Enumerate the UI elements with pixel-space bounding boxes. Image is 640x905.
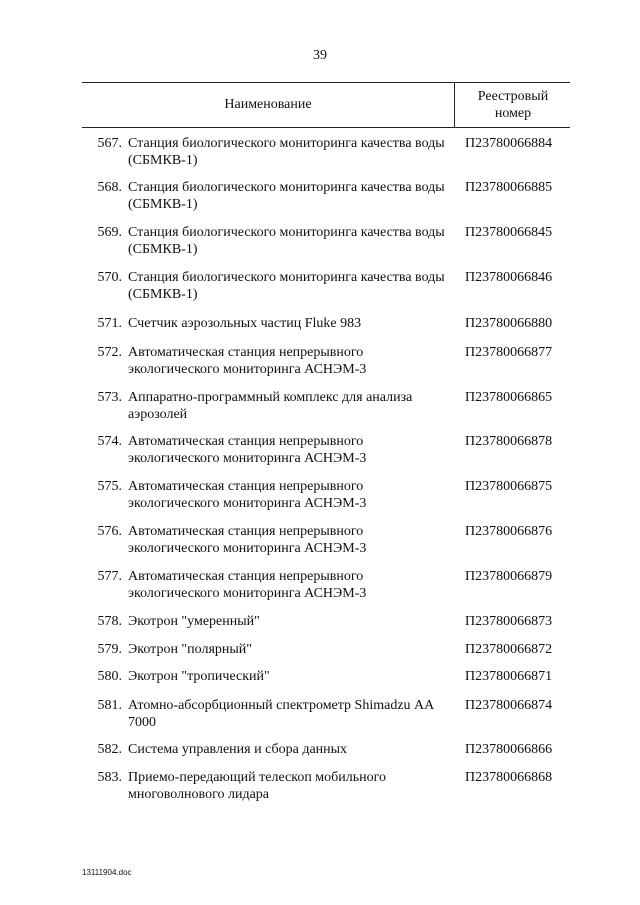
row-registry-number: П23780066879: [465, 569, 553, 584]
row-registry-number: П23780066877: [465, 345, 553, 360]
table-row: [82, 315, 570, 332]
footer-filename: 13111904.doc: [82, 868, 132, 877]
row-name: Автоматическая станция непрерывного экологического мониторинга АСНЭМ-3: [128, 479, 367, 511]
row-registry-number: П23780066846: [465, 270, 553, 285]
row-name: Станция биологического мониторинга качества воды (СБМКВ-1): [128, 136, 445, 168]
table-row: [82, 433, 570, 467]
table-row: [82, 135, 570, 169]
row-registry-number: П23780066866: [465, 742, 553, 757]
row-registry-number: П23780066885: [465, 180, 553, 195]
row-name: Станция биологического мониторинга качества воды (СБМКВ-1): [128, 270, 445, 302]
row-registry-number: П23780066872: [465, 642, 553, 657]
page-number: 39: [313, 48, 327, 63]
header-registry-line1: Реестровый: [477, 89, 549, 104]
table-row: [82, 523, 570, 557]
header-name-column: Наименование: [224, 97, 312, 112]
row-name: Станция биологического мониторинга качества воды (СБМКВ-1): [128, 225, 445, 257]
table-row: [82, 389, 570, 423]
row-name: Автоматическая станция непрерывного экологического мониторинга АСНЭМ-3: [128, 569, 367, 601]
row-number: 569.: [97, 225, 122, 240]
row-registry-number: П23780066884: [465, 136, 553, 151]
row-registry-number: П23780066873: [465, 614, 553, 629]
row-registry-number: П23780066871: [465, 669, 553, 684]
row-registry-number: П23780066875: [465, 479, 553, 494]
table-row: [82, 613, 570, 630]
table-row: [82, 668, 570, 685]
table-row: [82, 269, 570, 303]
row-name: Станция биологического мониторинга качества воды (СБМКВ-1): [128, 180, 445, 212]
row-registry-number: П23780066876: [465, 524, 553, 539]
row-registry-number: П23780066845: [465, 225, 553, 240]
row-number: 582.: [97, 742, 122, 757]
row-number: 570.: [97, 270, 122, 285]
table-row: [82, 741, 570, 758]
row-number: 567.: [97, 136, 122, 151]
row-number: 575.: [97, 479, 122, 494]
row-number: 583.: [97, 770, 122, 785]
table-row: [82, 641, 570, 658]
row-name: Экотрон "тропический": [128, 669, 270, 684]
row-name: Счетчик аэрозольных частиц Fluke 983: [128, 316, 362, 331]
row-registry-number: П23780066865: [465, 390, 553, 405]
row-number: 572.: [97, 345, 122, 360]
row-registry-number: П23780066868: [465, 770, 553, 785]
row-number: 574.: [97, 434, 122, 449]
row-number: 571.: [97, 316, 122, 331]
row-number: 573.: [97, 390, 122, 405]
table-row: [82, 179, 570, 213]
table-row: [82, 478, 570, 512]
row-number: 578.: [97, 614, 122, 629]
row-registry-number: П23780066880: [465, 316, 553, 331]
row-number: 581.: [97, 698, 122, 713]
row-name: Автоматическая станция непрерывного экологического мониторинга АСНЭМ-3: [128, 524, 367, 556]
table-row: [82, 224, 570, 258]
header-registry-line2: номер: [494, 106, 532, 121]
table-row: [82, 344, 570, 378]
row-number: 576.: [97, 524, 122, 539]
row-number: 577.: [97, 569, 122, 584]
table-row: [82, 697, 570, 731]
table-row: [82, 568, 570, 602]
row-name: Приемо-передающий телескоп мобильного многоволнового лидара: [128, 770, 387, 802]
row-name: Автоматическая станция непрерывного экологического мониторинга АСНЭМ-3: [128, 434, 367, 466]
row-registry-number: П23780066874: [465, 698, 553, 713]
row-number: 580.: [97, 669, 122, 684]
row-name: Атомно-абсорбционный спектрометр Shimadzu АА 7000: [128, 698, 435, 730]
row-name: Система управления и сбора данных: [128, 742, 348, 757]
table-header: [82, 82, 570, 128]
row-name: Экотрон "умеренный": [128, 614, 260, 629]
header-registry-column: [454, 83, 571, 127]
row-registry-number: П23780066878: [465, 434, 553, 449]
row-number: 568.: [97, 180, 122, 195]
row-name: Аппаратно-программный комплекс для анализа аэрозолей: [128, 390, 413, 422]
row-name: Экотрон "полярный": [128, 642, 252, 657]
table-row: [82, 769, 570, 803]
row-number: 579.: [97, 642, 122, 657]
row-name: Автоматическая станция непрерывного экологического мониторинга АСНЭМ-3: [128, 345, 367, 377]
